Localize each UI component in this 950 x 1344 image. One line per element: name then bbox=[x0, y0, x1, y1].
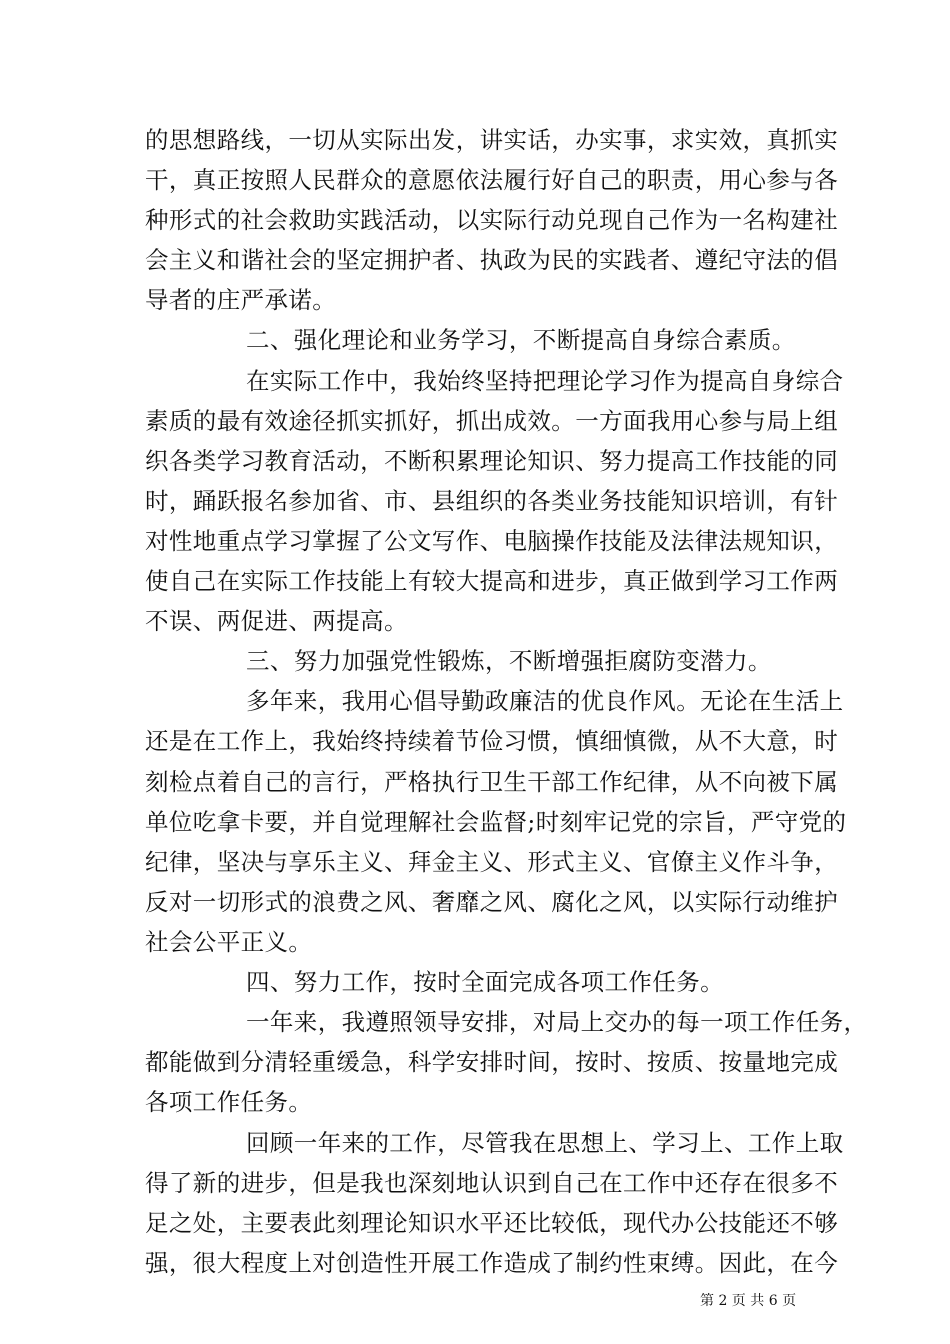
text-line: 在实际工作中，我始终坚持把理论学习作为提高自身综合 bbox=[246, 367, 844, 395]
text-line: 强，很大程度上对创造性开展工作造成了制约性束缚。因此，在今 bbox=[145, 1249, 839, 1277]
text-line: 反对一切形式的浪费之风、奢靡之风、腐化之风，以实际行动维护 bbox=[145, 888, 839, 916]
text-line: 多年来，我用心倡导勤政廉洁的优良作风。无论在生活上 bbox=[246, 687, 844, 715]
text-line: 的思想路线，一切从实际出发，讲实话，办实事，求实效，真抓实 bbox=[145, 126, 839, 154]
text-line: 会主义和谐社会的坚定拥护者、执政为民的实践者、遵纪守法的倡 bbox=[145, 246, 839, 274]
text-line: 种形式的社会救助实践活动，以实际行动兑现自己作为一名构建社 bbox=[145, 206, 839, 234]
text-line: 导者的庄严承诺。 bbox=[145, 286, 337, 314]
text-line: 时，踊跃报名参加省、市、县组织的各类业务技能知识培训，有针 bbox=[145, 487, 839, 515]
section-heading: 二、强化理论和业务学习，不断提高自身综合素质。 bbox=[246, 326, 796, 354]
text-line: 社会公平正义。 bbox=[145, 928, 313, 956]
section-heading: 三、努力加强党性锻炼，不断增强拒腐防变潜力。 bbox=[246, 647, 772, 675]
text-line: 对性地重点学习掌握了公文写作、电脑操作技能及法律法规知识， bbox=[145, 527, 839, 555]
text-line: 刻检点着自己的言行，严格执行卫生干部工作纪律，从不向被下属 bbox=[145, 768, 839, 796]
text-line: 回顾一年来的工作，尽管我在思想上、学习上、工作上取 bbox=[246, 1129, 844, 1157]
text-line: 还是在工作上，我始终持续着节俭习惯，慎细慎微，从不大意，时 bbox=[145, 727, 839, 755]
text-line: 不误、两促进、两提高。 bbox=[145, 607, 408, 635]
page-number: 第 2 页 共 6 页 bbox=[700, 1293, 797, 1309]
text-line: 织各类学习教育活动，不断积累理论知识、努力提高工作技能的同 bbox=[145, 447, 839, 475]
text-line: 足之处，主要表此刻理论知识水平还比较低，现代办公技能还不够 bbox=[145, 1209, 839, 1237]
section-heading: 四、努力工作，按时全面完成各项工作任务。 bbox=[246, 968, 724, 996]
text-line: 各项工作任务。 bbox=[145, 1088, 313, 1116]
text-line: 素质的最有效途径抓实抓好，抓出成效。一方面我用心参与局上组 bbox=[145, 407, 839, 435]
text-line: 干，真正按照人民群众的意愿依法履行好自己的职责，用心参与各 bbox=[145, 166, 839, 194]
text-line: 单位吃拿卡要，并自觉理解社会监督;时刻牢记党的宗旨，严守党的 bbox=[145, 808, 847, 836]
text-line: 使自己在实际工作技能上有较大提高和进步，真正做到学习工作两 bbox=[145, 567, 839, 595]
text-line: 得了新的进步，但是我也深刻地认识到自己在工作中还存在很多不 bbox=[145, 1169, 839, 1197]
text-line: 一年来，我遵照领导安排，对局上交办的每一项工作任务， bbox=[246, 1008, 868, 1036]
text-line: 纪律，坚决与享乐主义、拜金主义、形式主义、官僚主义作斗争， bbox=[145, 848, 839, 876]
text-line: 都能做到分清轻重缓急，科学安排时间，按时、按质、按量地完成 bbox=[145, 1048, 839, 1076]
